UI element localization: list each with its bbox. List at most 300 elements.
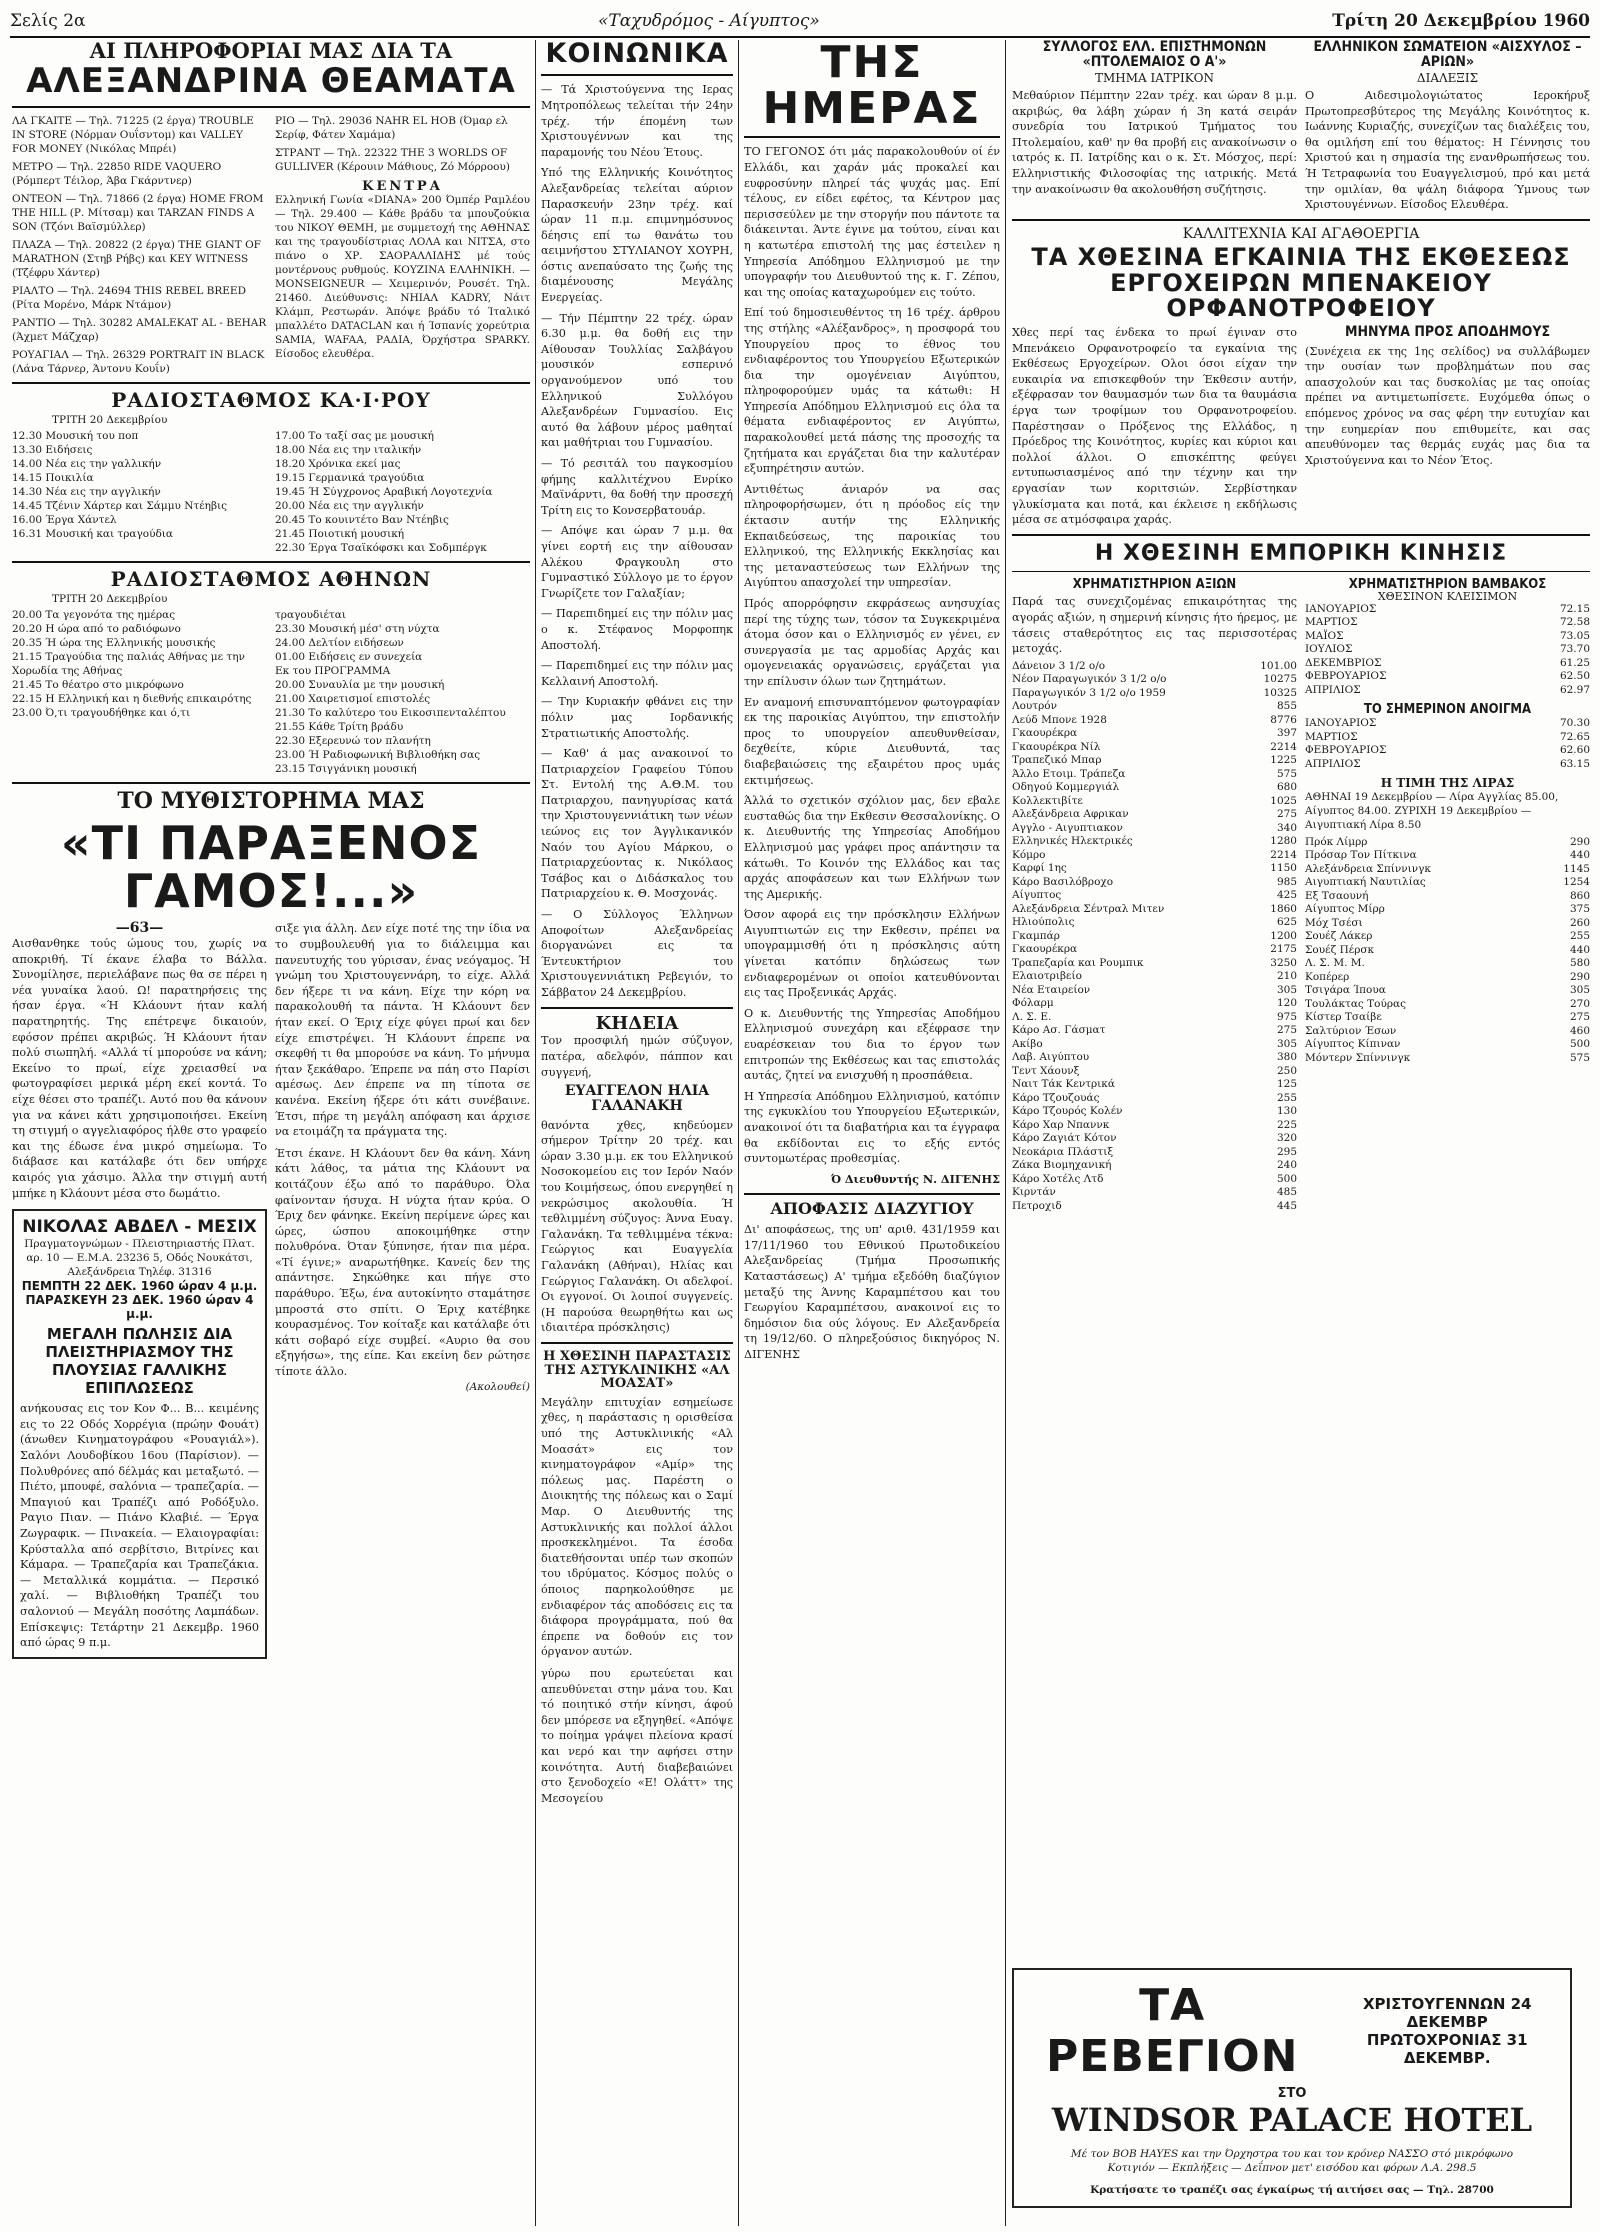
- stock-row: [1012, 1092, 1297, 1106]
- stock-row-value: 120: [1276, 997, 1297, 1010]
- radio-item: 20.35 Ή ώρα της Ελληνικής μουσικής: [12, 636, 216, 649]
- radio-item: 21.55 Κάθε Τρίτη βράδυ: [275, 720, 404, 733]
- stock-row: [1012, 1024, 1297, 1038]
- issue-date: Τρίτη 20 Δεκεμβρίου 1960: [1332, 11, 1590, 31]
- funeral-text: θανόντα χθες, κηδεύομεν σήμερον Τρίτην 20 τρέχ. και ώραν 3.30 μ.μ. εκ του Ελληνικού Νοσοκομείου εις τον Ιερόν Ναόν του Κοιμήσεως, όπου ενεργηθεί η νεκρώσιμος ακολουθία. Ή τεθλιμμένη σύζυγος: Άννα Ευαγ. Γαλανάκη. Τα τεθλιμμένα τέκνα: Γεώργιος και Ευαγγελία Γαλανάκη (Αθήναι), Ηλίας και Γεώργιος Γαλανάκη. Οι αδελφοί. Οι εγγονοί. Οι λοιποί συγγενείς. (Η παρούσα θεωρηθήτω και ως ιδιαιτέρα πρόσκλησις): [541, 1118, 733, 1335]
- stock-row: [1012, 727, 1297, 741]
- divorce-title: ΑΠΟΦΑΣΙΣ ΔΙΑΖΥΓΙΟΥ: [770, 1199, 974, 1219]
- stock-row-label: Γκαουρέκρα: [1012, 727, 1078, 740]
- culture-text: Χθες περί τας ένδεκα το πρωί έγιναν στο Μπενάκειο Ορφανοτροφείο τα εγκαίνια της Εκθέσεως Εργοχείρων. Ολοι όσοι είχαν την ευκαιρία να επισκεφθούν την Έκθεσιν αυτήν, εξέφρασαν τον θαυμασμόν των δια τα θαυμάσια έργα των τροφίμων του Ορφανοτροφείου. Παρέστησαν ο Πρόξενος της Ελλάδος, η Πρόεδρος της Κοινότητος, κυρίες και κύριοι και πολλοί άλλοι. Ο επισκέπτης φεύγει εντυπωσιασμένος από την τέχνην και την εργασίαν των κοριτσιών. Σερβίστηκαν γλυκίσματα και ποτά, και έκλεισε η εκδήλωσις μέσα σε ατμόσφαιρα χαράς.: [1012, 325, 1297, 527]
- stock-row-label: Ακίβο: [1012, 1037, 1043, 1050]
- divorce-text: Δι' αποφάσεως, της υπ' αριθ. 431/1959 και 17/11/1960 του Εθνικού Πρωτοδικείου Αλεξανδρείας (Τμήμα Προσωπικής Καταστάσεως) Α' τμήμα εξεδόθη διαζύγιον μεταξύ της Άννης Καραμπέτσου και του Γεωργίου Καραμπέτσου, ανακοινοί εις το δημόσιον δια ούς λόγους. Εν Αλεξανδρεία τη 19/12/60. Ο πληρεξούσιος δικηγόρος Ν. ΔΙΓΕΝΗΣ: [744, 1223, 1000, 1361]
- stock-row-value: 397: [1276, 727, 1297, 740]
- cinema-listings-2: [275, 114, 530, 376]
- stock-row: [1305, 849, 1590, 863]
- listing: ΡΙΑΛΤΟ — Τηλ. 24694 THIS REBEL BREED (Ρίτα Μορένο, Μάρκ Ντάμον): [12, 284, 246, 311]
- radio-item: 18.20 Χρόνικα εκεί μας: [275, 457, 401, 470]
- stock-row-value: 425: [1276, 889, 1297, 902]
- stock-row: [1012, 889, 1297, 903]
- radio-item: 17.00 Το ταξί σας με μουσική: [275, 429, 434, 442]
- stock-row-value: 375: [1569, 903, 1590, 916]
- paragraph: Αντιθέτως άνιαρόν να σας πληροφορήσωμεν, ότι η πρόοδος είς την έκτασιν αυτήν της Ελληνικής Εκπαιδεύσεως, της παροικίας του Ελληνικού, της Ελληνικής Εκκλησίας και της μεταναστεύσεως των Ελλήνων της Αιγύπτου απασχολεί την υπηρεσίαν.: [744, 482, 1000, 590]
- serial-continued: (Ακολουθεί): [465, 1380, 530, 1393]
- assoc-aeschylus-sub: ΔΙΑΛΕΞΙΣ: [1416, 71, 1479, 86]
- stock-row-value: 975: [1276, 1010, 1297, 1023]
- stock-row-value: 2214: [1270, 848, 1297, 861]
- column-rule: [535, 40, 536, 2226]
- stock-row-value: 260: [1569, 916, 1590, 929]
- column-rule: [1005, 40, 1006, 2226]
- column-rule: [738, 40, 739, 2226]
- stock-row: [1305, 917, 1590, 931]
- listing: ΡΑΝΤΙΟ — Τηλ. 30282 AMALEKAT AL - BEHAR (Άχμετ Μάζχαρ): [12, 316, 267, 343]
- stock-row-value: 1200: [1270, 929, 1297, 942]
- radio-item: 23.00 Ό,τι τραγουδήθηκε και ό,τι: [12, 706, 191, 719]
- stock-row-value: 340: [1276, 821, 1297, 834]
- stock-row-label: Αίγυπτος: [1012, 889, 1062, 902]
- cotton-row-value: 73.70: [1559, 643, 1590, 656]
- stock-row-value: 2175: [1270, 943, 1297, 956]
- stock-row-value: 460: [1569, 1024, 1590, 1037]
- radio-item: 01.00 Ειδήσεις εν συνεχεία: [275, 650, 423, 663]
- stock-row-value: 575: [1276, 767, 1297, 780]
- pound-text: ΑΘΗΝΑΙ 19 Δεκεμβρίου — Λίρα Αγγλίας 85.00, Αίγυπτος 84.00. ΖΥΡΙΧΗ 19 Δεκεμβρίου — Αιγυπτιακή Λίρα 8.50: [1305, 790, 1559, 831]
- stock-row-label: Λαβ. Αιγύπτου: [1012, 1051, 1090, 1064]
- listing: ΣΤΡΑΝΤ — Τηλ. 22322 THE 3 WORLDS OF GULLIVER (Κέρουιν Μάθιους, Ζό Μόρροου): [275, 146, 510, 173]
- radio-item: 22.15 Η Ελληνική και η διεθνής επικαιρότης: [12, 692, 252, 705]
- opening-row-label: ΜΑΡΤΙΟΣ: [1305, 730, 1358, 743]
- social-item: — Τήν Πέμπτην 22 τρέχ. ώραν 6.30 μ.μ. θα δοθή εις την Αίθουσαν Τουλλίας Σαλβάγου μουσικόν εσπερινό οργανούμενον υπό του Ελληνικού Συλλόγου Αλεξανδρέων Γυμνασίου. Εις αυτό θα λάβουν μέρος μαθηταί και μαθήτριαι του Γυμνασίου.: [541, 311, 733, 450]
- stock-row-label: Κιρντάν: [1012, 1186, 1056, 1199]
- masthead: [10, 6, 1590, 38]
- paragraph: Η Υπηρεσία Απόδημου Ελληνισμού, κατόπιν της εγκυκλίου του Υπουργείου Εξωτερικών, ανακοινοί ότι τα διαβατήρια και τα έγγραφα θα εκδίδονται εις το εξής εντός συντομωτέρας προθεσμίας.: [744, 1089, 1000, 1166]
- stock-row-label: Κάρο Τζουζουάς: [1012, 1091, 1100, 1104]
- radio-item: 21.15 Τραγούδια της παλιάς Αθήνας με την Χορωδία της Αθήνας: [12, 650, 245, 677]
- stock-row-label: Αλεξάνδρεια Σέντραλ Μιτεν: [1012, 902, 1165, 915]
- stock-row: [1012, 1038, 1297, 1052]
- stock-row-value: 275: [1569, 1011, 1590, 1024]
- stock-row: [1012, 795, 1297, 809]
- radio-item: 20.45 Το κουιντέτο Βαν Ντέηβις: [275, 513, 449, 526]
- social-item: — Παρεπιδημεί εις την πόλιν μας Κελλαινή Αποστολή.: [541, 659, 733, 688]
- listing: ΠΛΑΖΑ — Τηλ. 20822 (2 έργα) THE GIANT OF MARATHON (Στηβ Ρήβς) και KEY WITNESS (Τζέφρυ Χάντερ): [12, 238, 261, 279]
- listing: ΜΕΤΡΟ — Τηλ. 22850 RIDE VAQUERO (Ρόμπερτ Τέιλορ, Άβα Γκάρντνερ): [12, 160, 222, 187]
- paragraph: Πρός απορρόφησιν εκφράσεως ανησυχίας περί της τύχης των, τόσον τα Συγκεκριμένα άτομα όσον και ο Ελληνισμός εν γένει, εν συνεργασία με τας αρμοδίας Αρχάς και ομογενειακάς οργανώσεις, εργάζεται για την επίλυσιν όλων των ζητημάτων.: [744, 597, 1000, 688]
- radio-item: 20.00 Τα γεγονότα της ημέρας: [12, 608, 176, 621]
- stock-row-value: 855: [1276, 700, 1297, 713]
- stock-row-label: Ναιτ Τάκ Κεντρικά: [1012, 1078, 1115, 1091]
- social-item: — Απόψε και ώραν 7 μ.μ. θα γίνει εορτή εις την αίθουσαν Αλέκου Φραγκουλη στο Γυμναστικό Σύλλογο με το έργον Γνωρίζετε τον Γαλαξίαν;: [541, 524, 733, 600]
- stock-row-label: Πρόκ Λίμρρ: [1305, 835, 1368, 848]
- culture-title: ΤΑ ΧΘΕΣΙΝΑ ΕΓΚΑΙΝΙΑ ΤΗΣ ΕΚΘΕΣΕΩΣ ΕΡΓΟΧΕΙΡΩΝ ΜΠΕΝΑΚΕΙΟΥ ΟΡΦΑΝΟΤΡΟΦΕΙΟΥ: [1031, 243, 1571, 322]
- serial-text: Έτσι έκανε. Η Κλάουντ δεν θα κάνη. Χάνη κάτι λάθος, τα μάτια της Κλάουντ να κοιτάζουν έξω από το παράθυρο. Όλα φαίνονταν ήσυχα. Η νύχτα ήταν κρύα. Ο Έριχ δεν φάνηκε. Εκείνη περίμενε ώρες και ώρες, ώσπου αποκοιμήθηκε στην πολυθρόνα. Όταν ξύπνησε, ήταν πια μέρα. «Τί έγινε;» αναρωτήθηκε. Κανείς δεν της απάντησε. Σηκώθηκε και πήγε στο παράθυρο. Έξω, ένα αυτοκίνητο σταμάτησε μπροστά στο σπίτι. Ο Έριχ κατέβηκε κουρασμένος. Τον κοίταξε και κατάλαβε ότι κάτι σοβαρό είχε συμβεί. «Αυριο θα σου εξηγήσω», της είπε. Και εκείνη δεν ρώτησε τίποτε άλλο.: [275, 1146, 530, 1379]
- stocks-intro: Παρά τας συνεχιζομένας επικαιρότητας της αγοράς αξιών, η σημερινή κίνησις ήτο ήρεμος, με τάσεις σταθερότητος εις τας περισσοτέρας μετοχάς.: [1012, 595, 1297, 656]
- stock-row-value: 130: [1276, 1105, 1297, 1118]
- stock-row-label: Σουέζ Λάκερ: [1305, 930, 1373, 943]
- stock-row: [1012, 1105, 1297, 1119]
- stock-row: [1012, 1065, 1297, 1079]
- stock-row: [1012, 997, 1297, 1011]
- radio-cairo-date: ΤΡΙΤΗ 20 Δεκεμβρίου: [52, 413, 168, 426]
- stock-row-label: Λ. Σ. Ε.: [1012, 1010, 1052, 1023]
- stock-row-value: 1860: [1270, 902, 1297, 915]
- cotton-row-label: ΜΑΪΟΣ: [1305, 629, 1344, 642]
- stock-row-label: Λουτρόν: [1012, 700, 1057, 713]
- stock-row-value: 210: [1276, 970, 1297, 983]
- stock-row-value: 250: [1276, 1064, 1297, 1077]
- stock-row-label: Ζάκα Βιομηχανική: [1012, 1159, 1112, 1172]
- stock-row-value: 255: [1276, 1091, 1297, 1104]
- stock-row-label: Ελληνικές Ηλεκτρικές: [1012, 835, 1133, 848]
- stock-row-value: 485: [1276, 1186, 1297, 1199]
- stock-row: [1305, 998, 1590, 1012]
- stock-row-value: 985: [1276, 875, 1297, 888]
- column-of-the-day: [744, 40, 1000, 2226]
- stock-row-value: 10325: [1263, 686, 1297, 699]
- stock-row-value: 1254: [1563, 876, 1590, 889]
- stock-row: [1012, 930, 1297, 944]
- funeral-title: ΚΗΔΕΙΑ: [595, 1012, 679, 1034]
- radio-item: τραγουδιέται: [275, 608, 346, 621]
- paragraph: Ο κ. Διευθυντής της Υπηρεσίας Αποδήμου Ελληνισμού συνεχάρη και εξέφρασε την ευαρέσκειαν του δια το έργον των επιτροπών της Εκθέσεως και τας επιστολάς αυτάς, ζητεί να ενισχυθή η προσπάθεια.: [744, 1006, 1000, 1083]
- paragraph: Όσον αφορά εις την πρόσκλησιν Ελλήνων Αιγυπτιωτών εις την Εκθεσιν, πρέπει να υπογραμμισθή ότι η πρόσκλησις αύτη γίνεται κατόπιν δηλώσεως των ενδιαφερομένων οι οποίοι κατευθύνονται εις τας Προξενικάς Αρχάς.: [744, 908, 1000, 1000]
- stock-row-label: Εξ Τσαουνή: [1305, 889, 1369, 902]
- stock-row: [1012, 781, 1297, 795]
- opening-row-value: 72.65: [1559, 730, 1590, 743]
- kentra-text: Ελληνική Γωνία «DIANA» 200 Όμπέρ Ραμλέου — Τηλ. 29.400 — Κάθε βράδυ τα μπουζούκια του ΝΙΚΟΥ ΘΕΜΗ, με συμμετοχή της ΑΘΗΝΑΣ και της τραγουδίστριας ΛΟΛΑ και ΝΙΤΣΑ, στο πιάνο ο ΧΡ. ΣΑΟΡΑΛΛΙΔΗΣ μέ τούς μοντέρνους ρυθμούς. ΚΟΥΖΙΝΑ ΕΛΛΗΝΙΚΗ. — MONSEIGNEUR — Χειμερινόν, Ρουσέτ. Τηλ. 21460. Διεύθυνσις: ΝΗΙΑΛ ΚΑDRY, Νάιτ Κλάμπ, Ρεστωράν. Άπόψε βράδυ τό Ίταλικό μπαλλέτο DATACLAN και ή Ίσπανίς χορεύτρια SAMIA, WAFAA, ΡΑΔΙΑ, Όρχήστρα SPARKY. Είσοδος ελευθέρα.: [275, 194, 530, 361]
- message-title: ΜΗΝΥΜΑ ΠΡΟΣ ΑΠΟΔΗΜΟΥΣ: [1344, 323, 1551, 340]
- stock-row: [1305, 876, 1590, 890]
- windsor-ad-line2: ΠΡΩΤΟΧΡΟΝΙΑΣ 31 ΔΕΚΕΜΒΡ.: [1366, 2031, 1528, 2067]
- social-title: ΚΟΙΝΩΝΙΚΑ: [545, 40, 729, 69]
- radio-item: 12.30 Μουσική του ποπ: [12, 429, 139, 442]
- radio-item: 21.30 Το καλύτερο του Εικοσιπενταλέπτου: [275, 706, 506, 719]
- section-kicker: ΑΙ ΠΛΗΡΟΦΟΡΙΑΙ ΜΑΣ ΔΙΑ ΤΑ: [89, 40, 453, 63]
- stock-row-label: Σουέζ Πέρσκ: [1305, 943, 1375, 956]
- stock-row-value: 240: [1276, 1159, 1297, 1172]
- opening-row-value: 62.60: [1559, 744, 1590, 757]
- cotton-row: [1305, 603, 1590, 617]
- stock-row-label: Τουλάκτας Τούρας: [1305, 997, 1406, 1010]
- stock-row: [1305, 944, 1590, 958]
- radio-item: 22.30 Εξερευνώ τον πλανήτη: [275, 734, 431, 747]
- culture-label: ΚΑΛΛΙΤΕΧΝΙΑ ΚΑΙ ΑΓΑΘΟΕΡΓΙΑ: [1182, 225, 1420, 242]
- stock-row-label: Νέα Εταιρείον: [1012, 983, 1091, 996]
- stock-row-value: 101.00: [1260, 659, 1297, 672]
- stock-row: [1305, 863, 1590, 877]
- windsor-ad-sto: ΣΤΟ: [1277, 2086, 1307, 2101]
- serial-text: σιξε για άλλη. Δεν είχε ποτέ της την ίδια να το συμβουλευθή για το διάλειμμα και πανευτυχής του γύρισαν, ένας νεόγαμος. Ή γνώμη του Χριστουγεννάρη, το είχε. Αλλά δεν ήξερε τι να κάνη. Είχε την κόρη να παρακολουθή τα πάντα. Ή Κλάουντ δεν ήταν εκεί. Ο Έριχ είχε φύγει πρωί και δεν είχε επιστρέψει. Ή Κλάουντ έπρεπε να σκεφθή τι θα μπορούσε να κάνη. Το μήνυμα ήταν ξεκάθαρο. Έπρεπε να πάη στο Παρίσι αμέσως. Δεν έπρεπε να πη τίποτα σε κανένα. Εκείνη ήξερε ότι κάτι συνέβαινε. Έτσι, πήρε τη μεγάλη απόφαση και άρχισε να ετοιμάζη τα πράγματα της.: [275, 922, 530, 1139]
- stock-row-value: 860: [1569, 889, 1590, 902]
- radio-athens-left: [12, 608, 267, 776]
- radio-item: 21.45 Ποιοτική μουσική: [275, 527, 405, 540]
- stock-row-value: 125: [1276, 1078, 1297, 1091]
- stock-row: [1012, 984, 1297, 998]
- stock-row-value: 320: [1276, 1132, 1297, 1145]
- stock-row-value: 440: [1569, 943, 1590, 956]
- stock-row: [1305, 836, 1590, 850]
- stock-row: [1305, 903, 1590, 917]
- radio-cairo-left: [12, 429, 267, 555]
- stock-row: [1012, 903, 1297, 917]
- cotton-row-label: ΑΠΡΙΛΙΟΣ: [1305, 683, 1361, 696]
- stock-row: [1012, 1159, 1297, 1173]
- serial-header: ΤΟ ΜΥΘΙΣΤΟΡΗΜΑ ΜΑΣ: [117, 787, 425, 814]
- radio-item: 21.45 Το θέατρο στο μικρόφωνο: [12, 678, 184, 691]
- cotton-row-value: 61.25: [1559, 656, 1590, 669]
- stock-row-label: Αλεξάνδρεια Σπίννινγκ: [1305, 862, 1431, 875]
- cotton-row: [1305, 630, 1590, 644]
- stock-row-value: 575: [1569, 1051, 1590, 1064]
- stock-row-value: 275: [1276, 808, 1297, 821]
- radio-item: 20.20 Η ώρα από το ραδιόφωνο: [12, 622, 181, 635]
- stock-row: [1012, 673, 1297, 687]
- stock-row-label: Αλεξάνδρεια Αφρικαν: [1012, 808, 1129, 821]
- windsor-ad-title: ΤΑ ΡΕΒΕΓΙΟΝ: [1045, 1980, 1299, 2082]
- stock-row-value: 2214: [1270, 740, 1297, 753]
- cotton-row-value: 72.15: [1559, 602, 1590, 615]
- stock-row-label: Γκαμπάρ: [1012, 929, 1060, 942]
- listing: ΟΝΤΕΟΝ — Τηλ. 71866 (2 έργα) HOME FROM THE HILL (Ρ. Μίτσαμ) και TARZAN FINDS A SON (Τζόνι Βαϊσμύλλερ): [12, 192, 264, 233]
- stock-row-value: 1025: [1270, 794, 1297, 807]
- stock-row: [1012, 1146, 1297, 1160]
- radio-item: 23.15 Τσιγγάνικη μουσική: [275, 762, 417, 775]
- stock-row-value: 3250: [1270, 956, 1297, 969]
- auction-sub: Πραγματογνώμων - Πλειστηριαστής Πλατ. αρ. 10 — Ε.Μ.Α. 23236 5, Οδός Νουκάτσι, Αλεξάνδρεια Τηλέφ. 31316: [24, 1238, 255, 1279]
- stock-row-value: 1150: [1270, 862, 1297, 875]
- stock-row: [1012, 808, 1297, 822]
- stock-row-label: Άλλο Ετοιμ. Τράπεζα: [1012, 767, 1126, 780]
- column-right: [1012, 40, 1590, 2226]
- stock-row-label: Κάρο Ασ. Γάσματ: [1012, 1024, 1106, 1037]
- auction-header: ΝΙΚΟΛΑΣ ΑΒΔΕΛ - ΜΕΣΙΧ: [22, 1217, 257, 1238]
- stock-row: [1305, 930, 1590, 944]
- bottom-text: γύρω που ερωτεύεται και απευθύνεται στην μάνα του. Και τό ποιητικό στήν κίνησι, άφού δεν μπόρεσε να εξηγηθεί. «Απόψε το ποίημα γράψει πλείονα κρασί και νερό και την αφήσει στην κοινότητα. Αυτή διαβεβαιώνει στο ξενοδοχείο «Ε! Ολάττ» της Μεσογείου: [541, 1666, 733, 1805]
- cotton-row-label: ΔΕΚΕΜΒΡΙΟΣ: [1305, 656, 1382, 669]
- stock-row-label: Αιγυπτιακή Ναυτιλίας: [1305, 876, 1426, 889]
- stock-row-label: Αγγλο - Αιγυπτιακον: [1012, 821, 1123, 834]
- kentra-title: ΚΕΝΤΡΑ: [362, 178, 443, 194]
- stock-row: [1012, 862, 1297, 876]
- radio-item: 23.30 Μουσική μέσ' στη νύχτα: [275, 622, 440, 635]
- stock-row: [1012, 876, 1297, 890]
- stock-row: [1012, 1078, 1297, 1092]
- more-stocks-table: [1305, 836, 1590, 1066]
- cotton-row-label: ΙΑΝΟΥΑΡΙΟΣ: [1305, 602, 1377, 615]
- radio-item: 16.31 Μουσική και τραγούδια: [12, 527, 174, 540]
- social-item: — Τά Χριστούγεννα της Ιερας Μητροπόλεως τελείται τήν 24ην τρέχ. τήν έπομένη των Χριστουγέννων και της παραμονής του Νέου Έτους.: [541, 83, 733, 159]
- stock-row: [1012, 943, 1297, 957]
- stock-row: [1012, 1173, 1297, 1187]
- stock-row: [1012, 754, 1297, 768]
- stock-row: [1012, 1119, 1297, 1133]
- stock-row-value: 580: [1569, 957, 1590, 970]
- stock-row-label: Λεύδ Μπονε 1928: [1012, 713, 1107, 726]
- stock-row-label: Ελαιοτριβείο: [1012, 970, 1082, 983]
- serial-title: «ΤΙ ΠΑΡΑΞΕΝΟΣ ΓΑΜΟΣ!...»: [60, 815, 482, 919]
- stock-row-label: Αίγυπτος Κίπιναν: [1305, 1038, 1401, 1051]
- auction-ad: [12, 1209, 267, 1659]
- section-title: ΑΛΕΞΑΝΔΡΙΝΑ ΘΕΑΜΑΤΑ: [26, 61, 516, 102]
- opening-row-value: 70.30: [1559, 717, 1590, 730]
- stock-row-label: Πετροχιδ: [1012, 1199, 1062, 1212]
- newspaper-name: «Ταχυδρόμος - Αίγυπτος»: [597, 11, 820, 31]
- cotton-table: [1305, 603, 1590, 698]
- stock-row-value: 305: [1276, 1037, 1297, 1050]
- stock-row-value: 1280: [1270, 835, 1297, 848]
- paragraph: Εν αναμονή επισυναπτόμενον φωτογραφίαν εκ της παροικίας Αιγύπτου, την επιστολήν προς το υπουργείον απευθυνθείσαν, δεχθείτε, κύριε Διευθυντά, τας διαβεβαιώσεις της εξαιρέτου προς υμάς εκτιμήσεως.: [744, 695, 1000, 787]
- radio-item: 19.15 Γερμανικά τραγούδια: [275, 471, 425, 484]
- stock-row-label: Κίστερ Τσαίβε: [1305, 1011, 1382, 1024]
- stock-row-label: Κολλεκτιβίτε: [1012, 794, 1083, 807]
- stock-row-label: Πρόσαρ Τον Πίτκινα: [1305, 849, 1417, 862]
- funeral-name: ΕΥΑΓΓΕΛΟΝ ΗΛΙΑ ΓΑΛΑΝΑΚΗ: [564, 1083, 710, 1114]
- windsor-ad-reserve: Κρατήσατε το τραπέζι σας έγκαίρως τή αιτήσει σας — Τηλ. 28700: [1090, 2184, 1494, 2196]
- stock-row-value: 445: [1276, 1199, 1297, 1212]
- stock-row: [1012, 660, 1297, 674]
- radio-item: 18.00 Νέα εις την ιταλικήν: [275, 443, 422, 456]
- cotton-row-value: 73.05: [1559, 629, 1590, 642]
- stock-row: [1305, 1025, 1590, 1039]
- stock-row-label: Κάρο Χοτέλς Λτδ: [1012, 1172, 1104, 1185]
- social-item: — Την Κυριακήν φθάνει εις την πόλιν μας Ιορδανικής Στρατιωτικής Αποστολής.: [541, 695, 733, 740]
- stock-row-value: 305: [1276, 983, 1297, 996]
- opening-row-label: ΙΑΝΟΥΑΡΙΟΣ: [1305, 717, 1377, 730]
- stock-row-label: Μόντερν Σπίννινγκ: [1305, 1051, 1411, 1064]
- social-news: [541, 82, 733, 1000]
- stock-row: [1012, 957, 1297, 971]
- cotton-row-label: ΙΟΥΛΙΟΣ: [1305, 643, 1353, 656]
- column-entertainment: [12, 40, 530, 2226]
- stock-row-value: 290: [1569, 970, 1590, 983]
- cotton-row-value: 62.97: [1559, 683, 1590, 696]
- stock-row: [1305, 1038, 1590, 1052]
- windsor-ad-line1: ΧΡΙΣΤΟΥΓΕΝΝΩΝ 24 ΔΕΚΕΜΒΡ: [1362, 1995, 1532, 2031]
- windsor-ad-music: Μέ τον BOB HAYES και την Όρχηστρα του και τον κρόνερ ΝΑΣΣΟ στό μικρόφωνο: [1070, 2148, 1514, 2160]
- radio-item: 24.00 Δελτίον ειδήσεων: [275, 636, 404, 649]
- stock-row: [1012, 714, 1297, 728]
- listing: ΡΙΟ — Τηλ. 29036 NAHR EL HOB (Όμαρ ελ Σερίφ, Φάτεν Χαμάμα): [275, 114, 508, 141]
- radio-cairo-right: [275, 429, 530, 555]
- stock-row: [1012, 849, 1297, 863]
- assoc-scientists-sub: ΤΜΗΜΑ ΙΑΤΡΙΚΟΝ: [1094, 71, 1215, 86]
- cotton-row: [1305, 616, 1590, 630]
- radio-item: 16.00 Έργα Χάντελ: [12, 513, 117, 526]
- radio-item: 20.00 Συναυλία με την μουσική: [275, 678, 445, 691]
- stock-row-value: 305: [1569, 984, 1590, 997]
- cotton-sub: ΧΘΕΣΙΝΟΝ ΚΛΕΙΣΙΜΟΝ: [1377, 590, 1518, 604]
- stock-row-label: Γκαουρέκρα: [1012, 943, 1078, 956]
- stock-row: [1305, 1052, 1590, 1066]
- stock-row: [1012, 1200, 1297, 1214]
- page-number: Σελίς 2α: [10, 11, 86, 31]
- stock-row-value: 500: [1569, 1038, 1590, 1051]
- radio-item: 14.30 Νέα εις την αγγλικήν: [12, 485, 161, 498]
- cotton-row-label: ΜΑΡΤΙΟΣ: [1305, 616, 1358, 629]
- stock-row-value: 440: [1569, 849, 1590, 862]
- radio-item: Εκ του ΠΡΟΓΡΑΜΜΑ: [275, 664, 391, 677]
- radio-item: 14.45 Τζένιν Χάρτερ και Σάμμυ Ντέηβις: [12, 499, 228, 512]
- social-item: — Καθ' ά μας ανακοινοί το Πατριαρχείον Γραφείου Τύπου Στ. Εντολή της Α.Θ.Μ. του Πατριαρχου, πανηγυρίσας κατά την Χριστουγεννιάτικη των νέων ιεώνος εις τον Άγγλικανικόν Ναόν του Αγίου Μάρκου, ο Πατριαρχεύοντας κ. Νικόλαος Τσάβος και ο Διδάσκαλος του Πατριαρχείου κ. Θ. Μοσχονάς.: [541, 747, 733, 901]
- stock-row-label: Φόλαρμ: [1012, 997, 1054, 1010]
- stock-row: [1012, 1011, 1297, 1025]
- radio-item: 23.00 Ή Ραδιοφωνική Βιβλιοθήκη σας: [275, 748, 481, 761]
- serial-text: Αισθανθηκε τούς ώμους του, χωρίς να αποκριθή. Τί έκανε έλαβα το Βάλλα. Συνομίλησε, περιελάβανε πως θα σε πέρει η νέα γυναίκα λαού. Ω! παρατηρήσεις της ήσαν έργα. «Ή Κλάουντ ήταν καλή παρατηρητής. Της επέτρεψε δικαιούν, εφόσον πρέπει ακριβώς. Ή Κλάουντ ήταν πολύ σιωπηλή. «Αλλά τί μπορούσε να κάνη; Εκείνο το πρωί, είχε χρειασθεί να φωτογραφίσει μερικά μέρη εκεί κοντά. Το είχε θέσει στο τραπέζι. Αυτό που θα κάνουν για να κάνει κάτι χρησιμοποιήσει. Εκείνη τη στιγμή ο αγγελιαφόρος ήλθε στο γραφείο και της έδωσε ένα μικρό σημείωμα. Το διάβασε και κατάλαβε ότι δεν υπήρχε καιρός για χάσιμο. Άλλα την στιγμή αυτή μπήκε η Κλάουντ μέσα στο δωμάτιο.: [12, 937, 267, 1200]
- radio-item: 19.45 Ή Σύγχρονος Αραβική Λογοτεχνία: [275, 485, 493, 498]
- stock-row-value: 270: [1569, 997, 1590, 1010]
- stock-row-value: 10275: [1263, 673, 1297, 686]
- commerce-title: Η ΧΘΕΣΙΝΗ ΕΜΠΟΡΙΚΗ ΚΙΝΗΣΙΣ: [1094, 540, 1508, 566]
- stock-row-label: Νεοκάρια Πλάστιξ: [1012, 1145, 1114, 1158]
- opening-row: [1305, 731, 1590, 745]
- radio-cairo-title: ΡΑΔΙΟΣΤΑΘΜΟΣ ΚΑ·Ι·ΡΟΥ: [111, 387, 431, 412]
- listing: ΛΑ ΓΚΑΙΤΕ — Τηλ. 71225 (2 έργα) TROUBLE IN STORE (Νόρμαν Ουΐσντομ) και VALLEY FOR MONEY (Νικόλας Μπρέι): [12, 114, 254, 155]
- stock-row-label: Κάρο Τζουρός Κολέν: [1012, 1105, 1123, 1118]
- cotton-title: ΧΡΗΜΑΤΙΣΤΗΡΙΟΝ ΒΑΜΒΑΚΟΣ: [1348, 576, 1547, 592]
- listing: ΡΟΥΑΓΙΑΛ — Τηλ. 26329 PORTRAIT IN BLACK (Λάνα Τάρνερ, Άντονυ Κουΐν): [12, 348, 265, 375]
- stock-row: [1012, 700, 1297, 714]
- cotton-row-value: 72.58: [1559, 616, 1590, 629]
- radio-item: 14.15 Ποικιλία: [12, 471, 94, 484]
- stock-row-value: 255: [1569, 930, 1590, 943]
- stock-row-value: 8776: [1270, 713, 1297, 726]
- stock-row: [1012, 835, 1297, 849]
- stock-row-value: 275: [1276, 1024, 1297, 1037]
- stock-row-value: 225: [1276, 1118, 1297, 1131]
- cinema-listings: [12, 114, 267, 376]
- stock-row-label: Τραπεζαρία και Ρουμπικ: [1012, 956, 1144, 969]
- pound-title: Η ΤΙΜΗ ΤΗΣ ΛΙΡΑΣ: [1380, 776, 1515, 791]
- opening-title: ΤΟ ΣΗΜΕΡΙΝΟΝ ΑΝΟΙΓΜΑ: [1363, 702, 1532, 718]
- stock-row-value: 680: [1276, 781, 1297, 794]
- stock-row-label: Λ. Σ. Μ. Μ.: [1305, 957, 1365, 970]
- assoc-scientists-title: ΣΥΛΛΟΓΟΣ ΕΛΛ. ΕΠΙΣΤΗΜΟΝΩΝ «ΠΤΟΛΕΜΑΙΟΣ Ο Α'»: [1042, 40, 1267, 70]
- stock-row-label: Σαλτύριον Έσων: [1305, 1024, 1397, 1037]
- social-item: Υπό της Ελληνικής Κοινότητος Αλεξανδρείας τελείται αύριον Παρασκευήν 23ην τρέχ. καί ώραν 11 π.μ. επιμνημόσυνος δέησις επί τω θανάτω του αειμνήστου ΣΤΥΛΙΑΝΟΥ ΧΟΥΡΗ, όστις ανεπαύσατο της ζωής της διαμένουσης Μεγάλης Ενεργείας.: [541, 166, 733, 305]
- stock-row-label: Τεντ Χάουνξ: [1012, 1064, 1080, 1077]
- cotton-row: [1305, 670, 1590, 684]
- auction-title: ΜΕΓΑΛΗ ΠΩΛΗΣΙΣ ΔΙΑ ΠΛΕΙΣΤΗΡΙΑΣΜΟΥ ΤΗΣ ΠΛΟΥΣΙΑΣ ΓΑΛΛΙΚΗΣ ΕΠΙΠΛΩΣΕΩΣ: [45, 1325, 234, 1398]
- stock-row-label: Κάρο Ζαγιάτ Κότον: [1012, 1132, 1117, 1145]
- windsor-ad-extra: Κοτιγιόν — Εκπλήξεις — Δεΐπνον μετ' εισόδου και φόρων Λ.Α. 298.5: [1107, 2162, 1477, 2174]
- cotton-row: [1305, 643, 1590, 657]
- stock-row: [1012, 687, 1297, 701]
- stock-row-value: 1225: [1270, 754, 1297, 767]
- assoc-aeschylus-title: ΕΛΛΗΝΙΚΟΝ ΣΩΜΑΤΕΙΟΝ «ΑΙΣΧΥΛΟΣ – ΑΡΙΩΝ»: [1313, 40, 1582, 70]
- of-the-day-text: [744, 144, 1000, 1187]
- stock-row: [1012, 1132, 1297, 1146]
- signature: Ό Διευθυντής Ν. ΔΙΓΕΝΗΣ: [831, 1171, 1000, 1186]
- stock-row-value: 500: [1276, 1172, 1297, 1185]
- assoc-scientists-text: Μεθαύριον Πέμπτην 22αν τρέχ. και ώραν 8 μ.μ. ακριβώς, θα λάβη χώραν ή 3η κατά σειράν συνεδρία του Ιατρικού Τμήματος του Πτολεμαίου, καθ' ην θα προβή εις ανακοίνωσιν ο ιατρός κ. Π. Ιατρίδης και ο κ. Στ. Μόσχος, περί: Ελληνιστικής Φιλοσοφίας της ιατρικής. Μετά την ανακοίνωσιν θα ακολουθήση συζήτησις.: [1012, 88, 1297, 196]
- stock-row-label: Κάρο Βασιλόβροχο: [1012, 875, 1114, 888]
- stock-row: [1012, 970, 1297, 984]
- cotton-row-label: ΦΕΒΡΟΥΑΡΙΟΣ: [1305, 670, 1387, 683]
- stock-row: [1305, 957, 1590, 971]
- stock-row-label: Κόμρο: [1012, 848, 1046, 861]
- serial-installment: —63—: [115, 920, 164, 937]
- cotton-row-value: 62.50: [1559, 670, 1590, 683]
- cotton-row: [1305, 684, 1590, 698]
- opening-row-label: ΦΕΒΡΟΥΑΡΙΟΣ: [1305, 744, 1387, 757]
- social-item: — Παρεπιδημεί εις την πόλιν μας ο κ. Στέφανος Μορφοπηκ Αποστολή.: [541, 607, 733, 652]
- stock-row-value: 290: [1569, 835, 1590, 848]
- auction-text: ανήκουσας εις τον Κον Φ... Β... κειμένης εις το 22 Οδός Χορρέγια (πρώην Φουάτ) (άνωθεν Κινηματογράφου «Ρουαγιάλ»). Σαλόνι Λουδοβίκου 16ου (Παρίσιον). — Πολυθρόνες από δέλμάς και μεταξωτό. — Πιέτο, μπουφέ, σαλόνια — τραπεζαρία. — Μπαγιού και Τραπέζι από Ροδόξυλο. Ραγιο Πιαν. — Πιάνο Κλαβιέ. — Έργα Ζωγραφικ. — Πινακεία. — Ελαιογραφίαι: Κρύσταλλα από σερβίτσιο, Βιτρίνες και Κάμαρα. — Τραπεζαρία και Τραπεζάκια. — Μεταλλικά κομμάτια. — Περσικό χαλί. — Βιβλιοθήκη Τραπέζι του σαλονιού — Μεγάλη ποσότης Λαμπάδων. Επίσκεψις: Τετάρτην 21 Δεκεμβρ. 1960 από ώρας 9 π.μ.: [20, 1402, 259, 1650]
- stock-row-value: 380: [1276, 1051, 1297, 1064]
- stock-row-label: Αίγυπτος Μίρρ: [1305, 903, 1385, 916]
- stock-row: [1012, 916, 1297, 930]
- social-item: — Ο Σύλλογος Έλληνων Αποφοίτων Αλεξανδρείας διοργανώνει εις τα Έντευκτήριον του Χριστουγεννιάτικη Ρεβεγιόν, το Σάββατον 24 Δεκεμβρίου.: [541, 908, 733, 999]
